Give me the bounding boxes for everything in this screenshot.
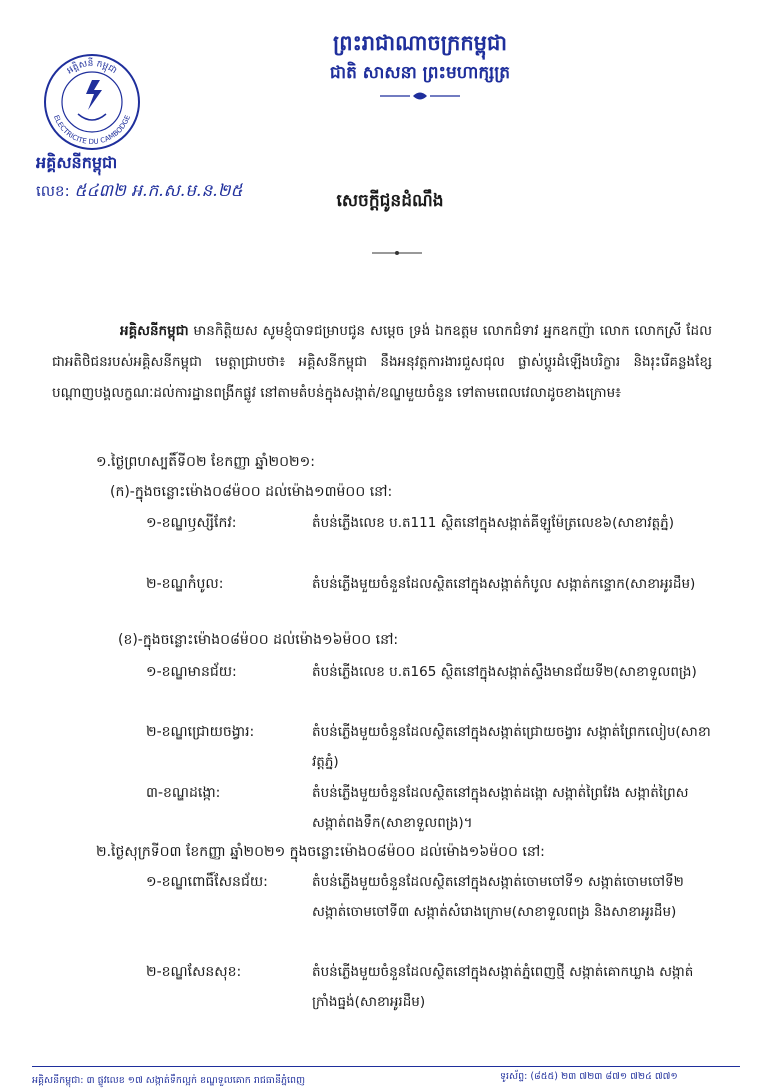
location-district: ៣-ខណ្ឌដង្កោ: bbox=[146, 785, 221, 801]
reference-label: លេខ: bbox=[36, 182, 70, 200]
national-motto: ជាតិ សាសនា ព្រះមហាក្សត្រ bbox=[329, 63, 511, 83]
location-area: តំបន់ភ្លើងលេខ ប.ត111 ស្ថិតនៅក្នុងសង្កាត់គីឡូម៉ែត្រលេខ៦(សាខាវត្តភ្នំ) bbox=[312, 515, 675, 531]
location-district: ២-ខណ្ឌកំបូល: bbox=[146, 576, 224, 592]
location-area: តំបន់ភ្លើងមួយចំនួនដែលស្ថិតនៅក្នុងសង្កាត់ចោមចៅទី១ សង្កាត់ចោមចៅទី២ សង្កាត់ចោមចៅទី៣ សង្កាត់សំរោងក្រោម(សាខាទួលពង្រ និងសាខាអូរដឹម) bbox=[312, 874, 684, 920]
footer-contact: ទូរស័ព្ទ: (៨៥៥) ២៣ ៧២៣ ៨៧១ ៧២៤ ៧៧១ bbox=[500, 1071, 678, 1082]
location-area: តំបន់ភ្លើងមួយចំនួនដែលស្ថិតនៅក្នុងសង្កាត់ដង្កោ សង្កាត់ព្រៃវែង សង្កាត់ព្រៃស សង្កាត់ពងទឹក(សាខាទួលពង្រ)។ bbox=[312, 785, 689, 831]
edc-seal-logo bbox=[42, 52, 142, 152]
day-2-heading: ២.ថ្ងៃសុក្រទី០៣ ខែកញ្ញា ឆ្នាំ២០២១ ក្នុងចន្លោះម៉ោង០៨ម៉០០ ដល់ម៉ោង១៦ម៉០០ នៅ: bbox=[96, 844, 545, 860]
kingdom-title: ព្រះរាជាណាចក្រកម្ពុជា bbox=[332, 31, 507, 55]
intro-org-name: អគ្គិសនីកម្ពុជា bbox=[120, 323, 189, 339]
location-area: តំបន់ភ្លើងមួយចំនួនដែលស្ថិតនៅក្នុងសង្កាត់កំបូល សង្កាត់កន្ទោក(សាខាអូរដឹម) bbox=[312, 576, 696, 592]
intro-paragraph bbox=[52, 316, 712, 409]
document-title: សេចក្តីជូនដំណឹង bbox=[336, 191, 444, 211]
footer-divider bbox=[32, 1066, 740, 1067]
location-district: ១-ខណ្ឌពោធិ៍សែនជ័យ: bbox=[146, 874, 268, 890]
seal-text-top: អគ្គិសនី កម្ពុជា bbox=[65, 58, 119, 77]
day-1-heading: ១.ថ្ងៃព្រហស្បតិ៍ទី០២ ខែកញ្ញា ឆ្នាំ២០២១: bbox=[96, 454, 315, 470]
day-1-period-b: (ខ)-ក្នុងចន្លោះម៉ោង០៨ម៉០០ ដល់ម៉ោង១៦ម៉០០ នៅ: bbox=[118, 632, 399, 648]
location-district: ២-ខណ្ឌជ្រោយចង្វារ: bbox=[146, 724, 255, 740]
location-area: តំបន់ភ្លើងមួយចំនួនដែលស្ថិតនៅក្នុងសង្កាត់ជ្រោយចង្វារ សង្កាត់ព្រែកលៀប(សាខាវត្តភ្នំ) bbox=[312, 724, 711, 770]
location-district: ២-ខណ្ឌសែនសុខ: bbox=[146, 964, 242, 980]
location-area: តំបន់ភ្លើងមួយចំនួនដែលស្ថិតនៅក្នុងសង្កាត់ភ្នំពេញថ្មី សង្កាត់គោកឃ្លាង សង្កាត់ក្រាំងធ្នង់(សាខាអូរដឹម) bbox=[312, 964, 694, 1010]
location-district: ១-ខណ្ឌមានជ័យ: bbox=[146, 664, 237, 680]
intro-text: មានកិត្តិយស សូមខ្ញុំបាទជម្រាបជូន សម្តេច ទ្រង់ ឯកឧត្តម លោកជំទាវ អ្នកឧកញ៉ា លោក លោកស្រី ដែលជាអតិថិជនរបស់អគ្គិសនីកម្ពុជា មេត្តាជ្រាបថា៖ អគ្គិសនីកម្ពុជា នឹងអនុវត្តការងារជួសជុល ផ្លាស់ប្តូរដំឡើងបរិក្ខារ និងរុះរើគន្លងខ្សែបណ្តាញបង្គលក្ខណៈដល់ការដ្ឋានពង្រីកផ្លូវ នៅតាមតំបន់ក្នុងសង្កាត់/ខណ្ឌមួយចំនួន ទៅតាមពេលវេលាដូចខាងក្រោម៖ bbox=[52, 323, 712, 401]
organization-name: អគ្គិសនីកម្ពុជា bbox=[36, 153, 118, 172]
day-1-period-a: (ក)-ក្នុងចន្លោះម៉ោង០៨ម៉០០ ដល់ម៉ោង១៣ម៉០០ នៅ: bbox=[110, 484, 393, 500]
title-divider bbox=[372, 249, 422, 257]
footer-address: អគ្គិសនីកម្ពុជា: ៣ ផ្លូវលេខ ១៧ សង្កាត់ទឹកល្អក់ ខណ្ឌទួលគោក រាជធានីភ្នំពេញ bbox=[32, 1075, 306, 1086]
header-ornament bbox=[380, 90, 460, 102]
reference-number: ៥៤៣២ អ.ក.ស.ម.ន.២៥ bbox=[74, 181, 243, 201]
svg-text:ELECTRICITE DU CAMBODGE bbox=[52, 114, 132, 146]
reference-line bbox=[36, 180, 243, 205]
location-district: ១-ខណ្ឌឫស្សីកែវ: bbox=[146, 515, 237, 531]
seal-text-bottom: ELECTRICITE DU CAMBODGE bbox=[51, 114, 133, 147]
location-area: តំបន់ភ្លើងលេខ ប.ត165 ស្ថិតនៅក្នុងសង្កាត់ស្ទឹងមានជ័យទី២(សាខាទួលពង្រ) bbox=[312, 664, 697, 680]
